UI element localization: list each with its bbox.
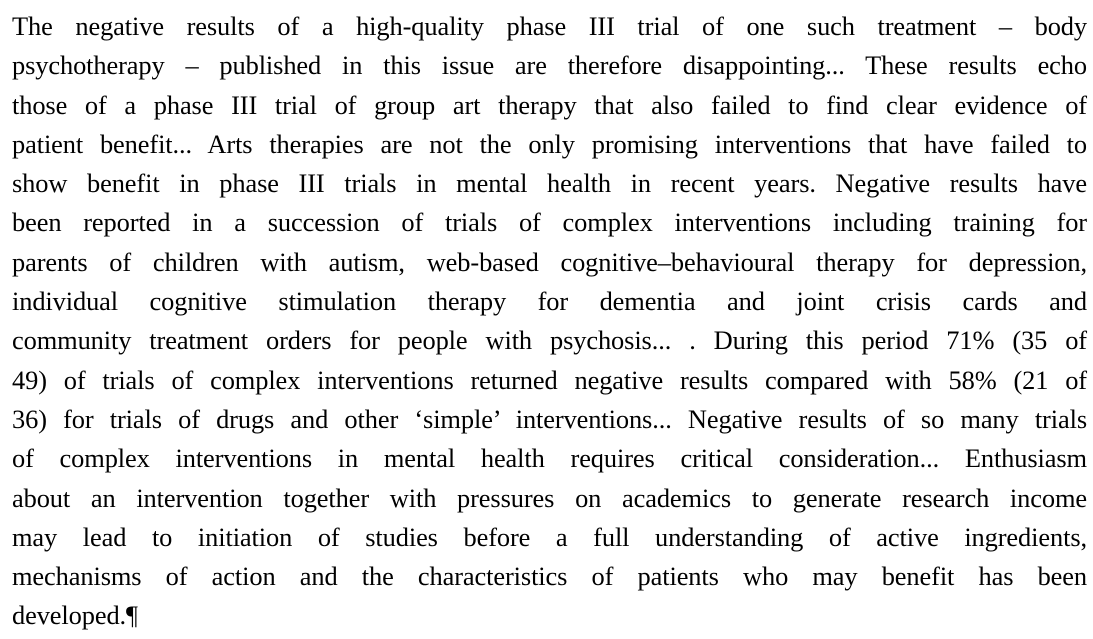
text-line: about an intervention together with pressures on academics to generate research income <box>12 482 1087 513</box>
text-line: community treatment orders for people with psychosis... . During this period 71% (35 of <box>12 325 1087 356</box>
text-line: show benefit in phase III trials in mental health in recent years. Negative results have <box>12 168 1087 199</box>
text-line: of complex interventions in mental health requires critical consideration... Enthusiasm <box>12 443 1087 474</box>
text-line: been reported in a succession of trials of complex interventions including training for <box>12 207 1087 238</box>
text-line: 49) of trials of complex interventions returned negative results compared with 58% (21 of <box>12 364 1087 395</box>
text-line: developed. <box>12 600 127 631</box>
paragraph-mark: ¶ <box>126 600 138 631</box>
paragraph <box>12 7 1087 636</box>
last-text-line <box>12 596 1087 635</box>
text-line: patient benefit... Arts therapies are not the only promising interventions that have failed to <box>12 128 1087 159</box>
text-line: may lead to initiation of studies before a full understanding of active ingredients, <box>12 521 1087 552</box>
text-line: psychotherapy – published in this issue are therefore disappointing... These results echo <box>12 50 1087 81</box>
text-line: those of a phase III trial of group art therapy that also failed to find clear evidence of <box>12 89 1087 120</box>
text-line: The negative results of a high-quality phase III trial of one such treatment – body <box>12 11 1087 41</box>
text-line: parents of children with autism, web-based cognitive–behavioural therapy for depression, <box>12 246 1087 277</box>
text-line: 36) for trials of drugs and other ‘simple’ interventions... Negative results of so many trials <box>12 403 1087 434</box>
text-line: individual cognitive stimulation therapy for dementia and joint crisis cards and <box>12 286 1087 317</box>
text-line: mechanisms of action and the characteristics of patients who may benefit has been <box>12 561 1087 592</box>
